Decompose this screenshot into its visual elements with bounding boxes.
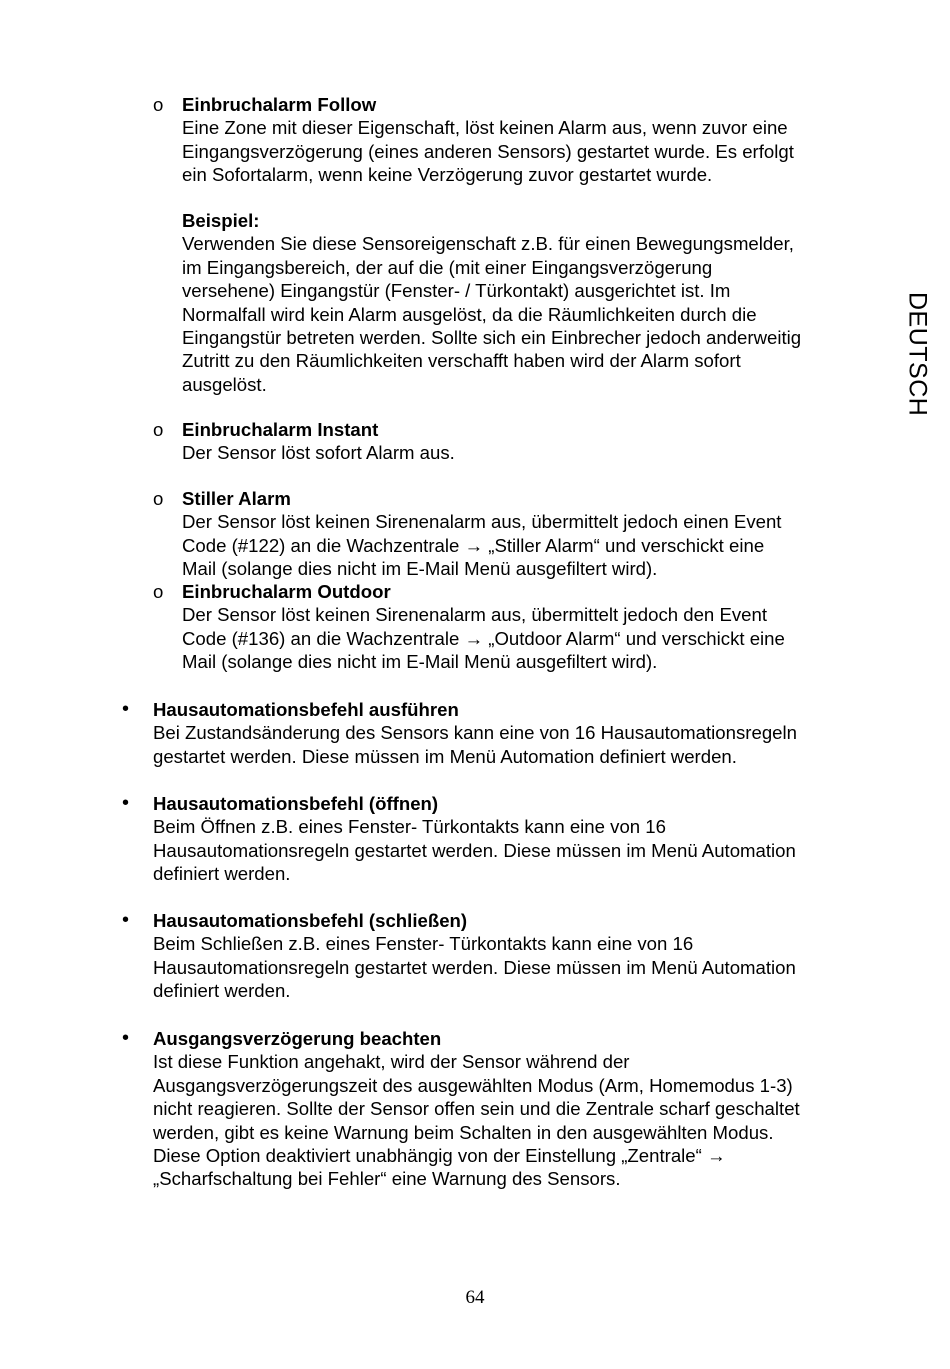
text-line: Ist diese Funktion angehakt, wird der Sensor während der: [153, 1051, 630, 1073]
text-line: im Eingangsbereich, der auf die (mit einer Eingangsverzögerung: [182, 256, 713, 278]
text-line: ein Sofortalarm, wenn keine Verzögerung zuvor gestartet wurde.: [182, 164, 713, 186]
text-line: Mail (solange dies nicht im E-Mail Menü ausgefiltert wird).: [182, 558, 658, 580]
text-line: definiert werden.: [153, 863, 291, 885]
item-heading: Hausautomationsbefehl (öffnen): [153, 793, 439, 814]
bullet-marker: •: [122, 1027, 130, 1049]
text-line: ausgelöst.: [182, 373, 267, 395]
list-item-ausgangsverzoegerung: [122, 1027, 800, 1191]
text-line: Hausautomationsregeln gestartet werden. Diese müssen im Menü Automation: [153, 839, 796, 861]
text-line: versehene) Eingangstür (Fenster- / Türkontakt) ausgerichtet ist. Im: [182, 280, 731, 302]
text-line: Zutritt zu den Räumlichkeiten verschafft haben wird der Alarm sofort: [182, 350, 741, 372]
item-heading: Einbruchalarm Follow: [182, 94, 377, 115]
item-heading: Einbruchalarm Outdoor: [182, 581, 391, 602]
list-item-hausautomation-oeffnen: [122, 792, 796, 886]
list-item-einbruchalarm-outdoor: [153, 580, 785, 674]
text-line: „Scharfschaltung bei Fehler“ eine Warnung des Sensors.: [153, 1168, 621, 1190]
text-line: Hausautomationsregeln gestartet werden. Diese müssen im Menü Automation: [153, 956, 796, 978]
text-line: Beim Öffnen z.B. eines Fenster- Türkontakts kann eine von 16: [153, 816, 666, 838]
list-item-stiller-alarm: [153, 487, 782, 581]
item-heading: Hausautomationsbefehl (schließen): [153, 910, 468, 931]
circle-bullet-marker: o: [153, 94, 164, 115]
text-line: gestartet werden. Diese müssen im Menü Automation definiert werden.: [153, 745, 737, 767]
text-line: Eine Zone mit dieser Eigenschaft, löst keinen Alarm aus, wenn zuvor eine: [182, 117, 788, 139]
language-side-label: DEUTSCH: [903, 292, 932, 417]
list-item-hausautomation-ausfuehren: [122, 698, 797, 768]
item-heading: Stiller Alarm: [182, 488, 291, 509]
text-line: Code (#122) an die Wachzentrale → „Stiller Alarm“ und verschickt eine: [182, 534, 765, 556]
text-line: Code (#136) an die Wachzentrale → „Outdoor Alarm“ und verschickt eine: [182, 627, 785, 649]
circle-bullet-marker: o: [153, 581, 164, 602]
list-item-einbruchalarm-follow: [153, 93, 794, 187]
text-line: Verwenden Sie diese Sensoreigenschaft z.B. für einen Bewegungsmelder,: [182, 233, 794, 255]
text-line: Ausgangsverzögerungszeit des ausgewählten Modus (Arm, Homemodus 1-3): [153, 1074, 793, 1096]
text-line: Eingangsverzögerung (eines anderen Sensors) gestartet wurde. Es erfolgt: [182, 140, 794, 162]
text-line: Beim Schließen z.B. eines Fenster- Türkontakts kann eine von 16: [153, 933, 694, 955]
text-line: Diese Option deaktiviert unabhängig von der Einstellung „Zentrale“ →: [153, 1145, 726, 1167]
text-line: werden, gibt es keine Warnung beim Schalten in den ausgewählten Modus.: [153, 1121, 774, 1143]
example-block: [182, 209, 801, 396]
item-heading: Hausautomationsbefehl ausführen: [153, 699, 459, 720]
list-item-hausautomation-schliessen: [122, 909, 796, 1003]
text-line: Eingangstür betreten werden. Sollte sich ein Einbrecher jedoch anderweitig: [182, 327, 802, 349]
circle-bullet-marker: o: [153, 488, 164, 509]
text-line: Der Sensor löst sofort Alarm aus.: [182, 442, 455, 464]
text-line: Bei Zustandsänderung des Sensors kann eine von 16 Hausautomationsregeln: [153, 722, 797, 744]
text-line: Normalfall wird kein Alarm ausgelöst, da die Räumlichkeiten durch die: [182, 303, 757, 325]
bullet-marker: •: [122, 698, 130, 720]
bullet-marker: •: [122, 909, 130, 931]
text-line: Mail (solange dies nicht im E-Mail Menü ausgefiltert wird).: [182, 651, 658, 673]
text-line: definiert werden.: [153, 980, 291, 1002]
item-heading: Ausgangsverzögerung beachten: [153, 1028, 442, 1049]
item-heading: Einbruchalarm Instant: [182, 419, 379, 440]
bullet-marker: •: [122, 792, 130, 814]
example-heading: Beispiel:: [182, 210, 260, 231]
text-line: Der Sensor löst keinen Sirenenalarm aus, übermittelt jedoch den Event: [182, 604, 767, 626]
text-line: nicht reagieren. Sollte der Sensor offen sein und die Zentrale scharf geschaltet: [153, 1098, 800, 1120]
circle-bullet-marker: o: [153, 419, 164, 440]
text-line: Der Sensor löst keinen Sirenenalarm aus, übermittelt jedoch einen Event: [182, 511, 782, 533]
page-number: 64: [465, 1287, 485, 1308]
list-item-einbruchalarm-instant: [153, 418, 455, 465]
